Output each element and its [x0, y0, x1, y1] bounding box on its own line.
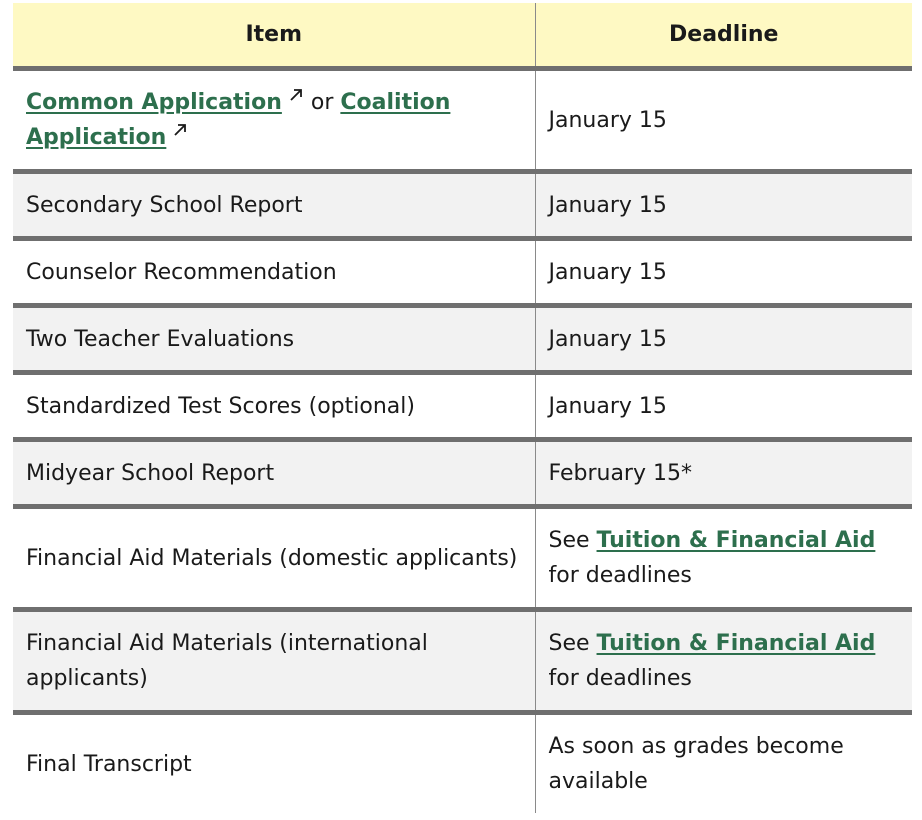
column-header-item: Item [13, 3, 535, 69]
for-deadlines-text: for deadlines [548, 631, 883, 691]
deadline-cell [535, 610, 912, 713]
coalition-application-link-label-1: Coalition [340, 90, 451, 115]
deadline-cell: January 15 [535, 373, 912, 440]
deadlines-table [13, 3, 912, 813]
deadline-cell: January 15 [535, 306, 912, 373]
table-header-row [13, 3, 912, 69]
deadline-cell [535, 507, 912, 610]
external-link-icon[interactable] [288, 87, 304, 103]
deadline-cell: As soon as grades become available [535, 713, 912, 814]
table-row [13, 507, 912, 610]
item-cell: Midyear School Report [13, 440, 535, 507]
item-cell: Secondary School Report [13, 172, 535, 239]
common-application-link[interactable] [26, 90, 282, 115]
tuition-financial-aid-link[interactable]: Tuition & Financial Aid [596, 528, 876, 553]
table-row [13, 239, 912, 306]
table-row [13, 306, 912, 373]
common-application-link-label: Common Application [26, 90, 282, 115]
item-cell: Standardized Test Scores (optional) [13, 373, 535, 440]
table-row [13, 172, 912, 239]
deadline-cell: February 15* [535, 440, 912, 507]
link-joiner: or [303, 90, 341, 115]
see-text: See [548, 631, 597, 656]
tuition-financial-aid-link[interactable]: Tuition & Financial Aid [596, 631, 876, 656]
table-row [13, 713, 912, 814]
deadline-cell: January 15 [535, 172, 912, 239]
item-cell: Final Transcript [13, 713, 535, 814]
table-row [13, 69, 912, 172]
deadline-cell: January 15 [535, 239, 912, 306]
for-deadlines-text: for deadlines [548, 528, 883, 588]
item-cell: Financial Aid Materials (international applicants) [13, 610, 535, 713]
item-cell: Financial Aid Materials (domestic applicants) [13, 507, 535, 610]
column-header-deadline: Deadline [535, 3, 912, 69]
table-row [13, 373, 912, 440]
external-link-icon[interactable] [172, 122, 188, 138]
item-cell: Counselor Recommendation [13, 239, 535, 306]
table-row [13, 610, 912, 713]
coalition-application-link-label-2: Application [26, 125, 167, 150]
item-cell: Two Teacher Evaluations [13, 306, 535, 373]
table-row [13, 440, 912, 507]
item-cell [13, 69, 535, 172]
deadline-cell: January 15 [535, 69, 912, 172]
see-text: See [548, 528, 597, 553]
